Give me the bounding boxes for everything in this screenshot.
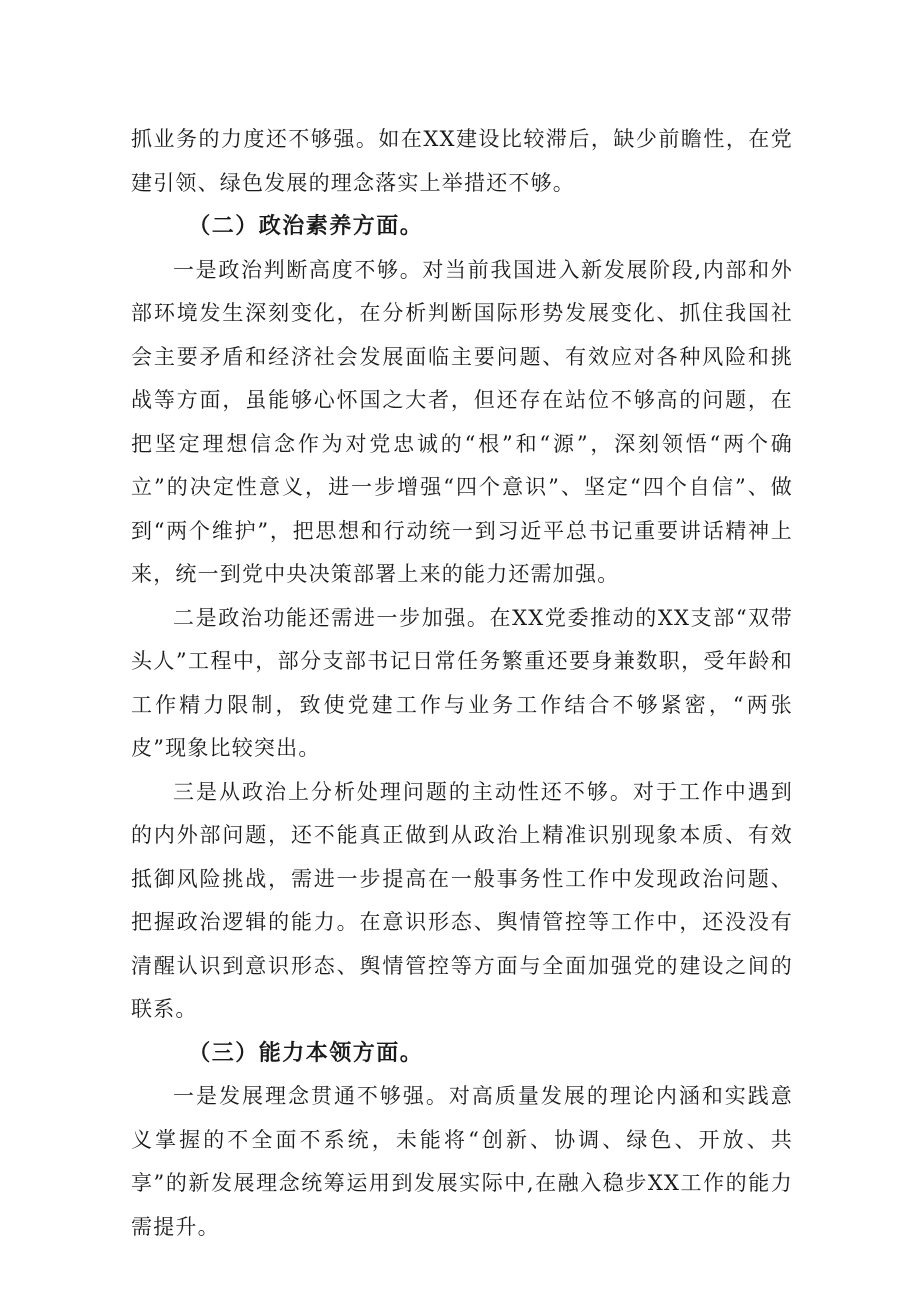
paragraph-development-concept: 一是发展理念贯通不够强。对高质量发展的理论内涵和实践意义掌握的不全面不系统，未能将“创新、协调、绿色、开放、共享”的新发展理念统筹运用到发展实际中,在融入稳步XX工作的能力需提升。	[131, 1084, 793, 1239]
paragraph-political-initiative: 三是从政治上分析处理问题的主动性还不够。对于工作中遇到的内外部问题，还不能真正做到从政治上精准识别现象本质、有效抵御风险挑战，需进一步提高在一般事务性工作中发现政治问题、把握政治逻辑的能力。在意识形态、舆情管控等工作中，还没没有清醒认识到意识形态、舆情管控等方面与全面加强党的建设之间的联系。	[131, 779, 793, 1021]
section-heading-political-literacy: （二）政治素养方面。	[188, 214, 424, 239]
document-body	[131, 118, 793, 1249]
paragraph-political-judgment: 一是政治判断高度不够。对当前我国进入新发展阶段,内部和外部环境发生深刻变化，在分析判断国际形势发展变化、抓住我国社会主要矛盾和经济社会发展面临主要问题、有效应对各种风险和挑战等方面，虽能够心怀国之大者，但还存在站位不够高的问题，在把坚定理想信念作为对党忠诚的“根”和“源”，深刻领悟“两个确立”的决定性意义，进一步增强“四个意识”、坚定“四个自信”、做到“两个维护”，把思想和行动统一到习近平总书记重要讲话精神上来，统一到党中央决策部署上来的能力还需加强。	[131, 257, 793, 586]
paragraph-intro-continuation: 抓业务的力度还不够强。如在XX建设比较滞后，缺少前瞻性，在党建引领、绿色发展的理念落实上举措还不够。	[131, 127, 793, 195]
paragraph-political-function: 二是政治功能还需进一步加强。在XX党委推动的XX支部“双带头人”工程中，部分支部书记日常任务繁重还要身兼数职，受年龄和工作精力限制，致使党建工作与业务工作结合不够紧密，“两张皮”现象比较突出。	[131, 605, 793, 760]
section-heading-capability: （三）能力本领方面。	[188, 1040, 424, 1066]
